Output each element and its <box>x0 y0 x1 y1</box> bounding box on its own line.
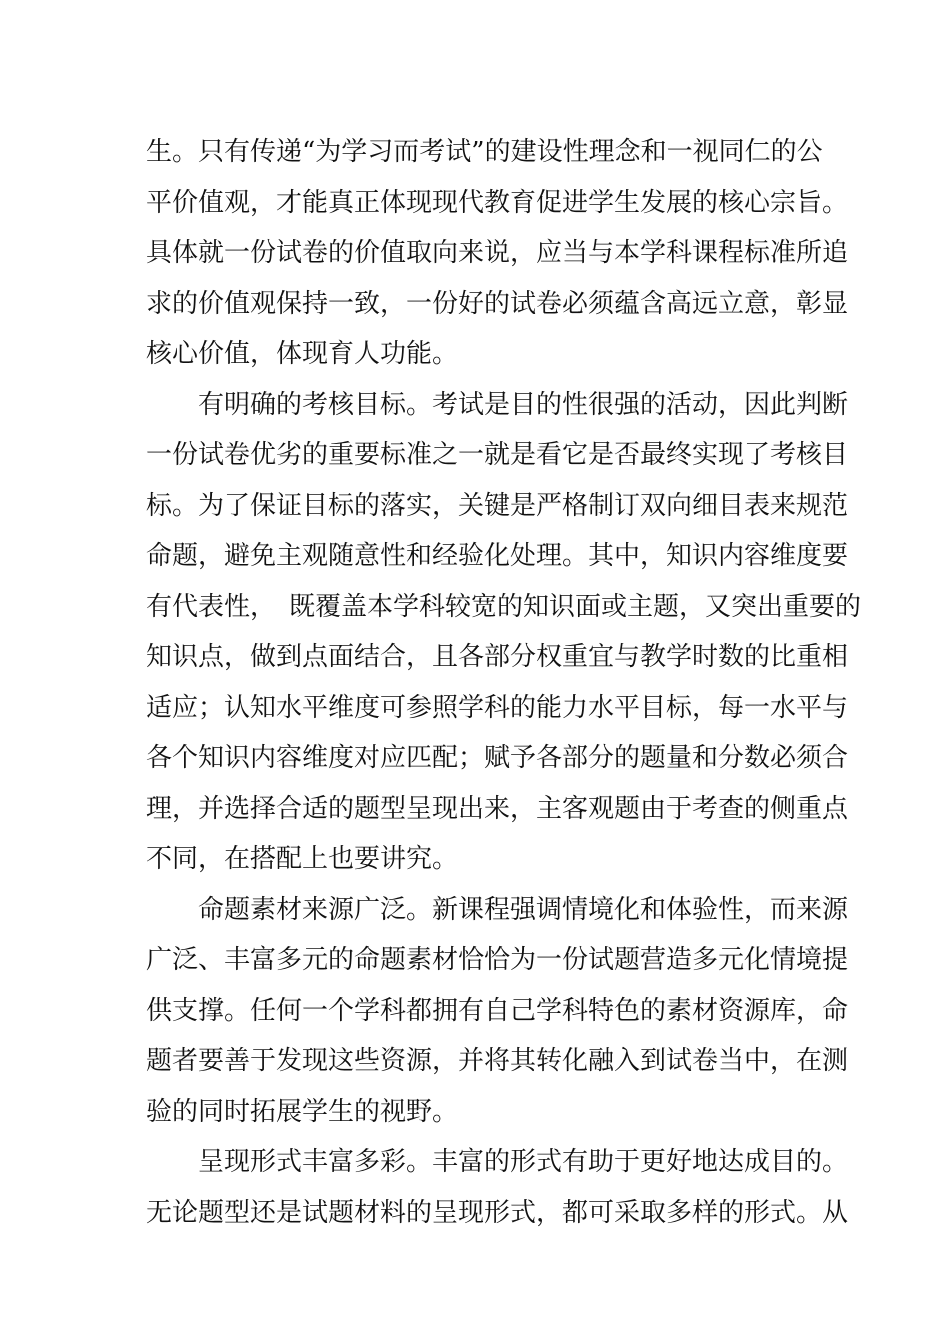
text-line: 命题，避免主观随意性和经验化处理。其中，知识内容维度要 <box>146 541 849 571</box>
text-line: 具体就一份试卷的价值取向来说，应当与本学科课程标准所追 <box>146 238 849 268</box>
text-line: 各个知识内容维度对应匹配；赋予各部分的题量和分数必须合 <box>146 743 849 773</box>
text-line: 供支撑。任何一个学科都拥有自己学科特色的素材资源库，命 <box>146 995 849 1026</box>
text-line: 求的价值观保持一致，一份好的试卷必须蕴含高远立意，彰显 <box>146 288 849 319</box>
text-line: 理，并选择合适的题型呈现出来，主客观题由于考查的侧重点 <box>146 793 849 824</box>
text-line: 有明确的考核目标。考试是目的性很强的活动，因此判断 <box>146 389 849 420</box>
text-line: 知识点，做到点面结合，且各部分权重宜与教学时数的比重相 <box>146 642 849 672</box>
text-line: 呈现形式丰富多彩。丰富的形式有助于更好地达成目的。 <box>146 1147 849 1177</box>
text-line: 题者要善于发现这些资源，并将其转化融入到试卷当中，在测 <box>146 1046 849 1076</box>
text-line: 验的同时拓展学生的视野。 <box>146 1096 459 1127</box>
text-line: 不同，在搭配上也要讲究。 <box>146 844 459 874</box>
body-text <box>146 127 862 1238</box>
text-line: 生。只有传递“为学习而考试”的建设性理念和一视同仁的公 <box>146 137 823 167</box>
text-line: 命题素材来源广泛。新课程强调情境化和体验性，而来源 <box>146 894 849 925</box>
text-line: 一份试卷优劣的重要标准之一就是看它是否最终实现了考核目 <box>146 440 849 470</box>
text-line: 平价值观，才能真正体现现代教育促进学生发展的核心宗旨。 <box>146 187 849 218</box>
text-line: 核心价值，体现育人功能。 <box>146 339 459 369</box>
text-line: 有代表性， 既覆盖本学科较宽的知识面或主题，又突出重要的 <box>146 591 862 622</box>
text-line: 适应；认知水平维度可参照学科的能力水平目标，每一水平与 <box>146 692 849 723</box>
text-line: 标。为了保证目标的落实，关键是严格制订双向细目表来规范 <box>146 490 849 521</box>
text-line: 广泛、丰富多元的命题素材恰恰为一份试题营造多元化情境提 <box>146 945 849 975</box>
text-line: 无论题型还是试题材料的呈现形式，都可采取多样的形式。从 <box>146 1197 849 1228</box>
